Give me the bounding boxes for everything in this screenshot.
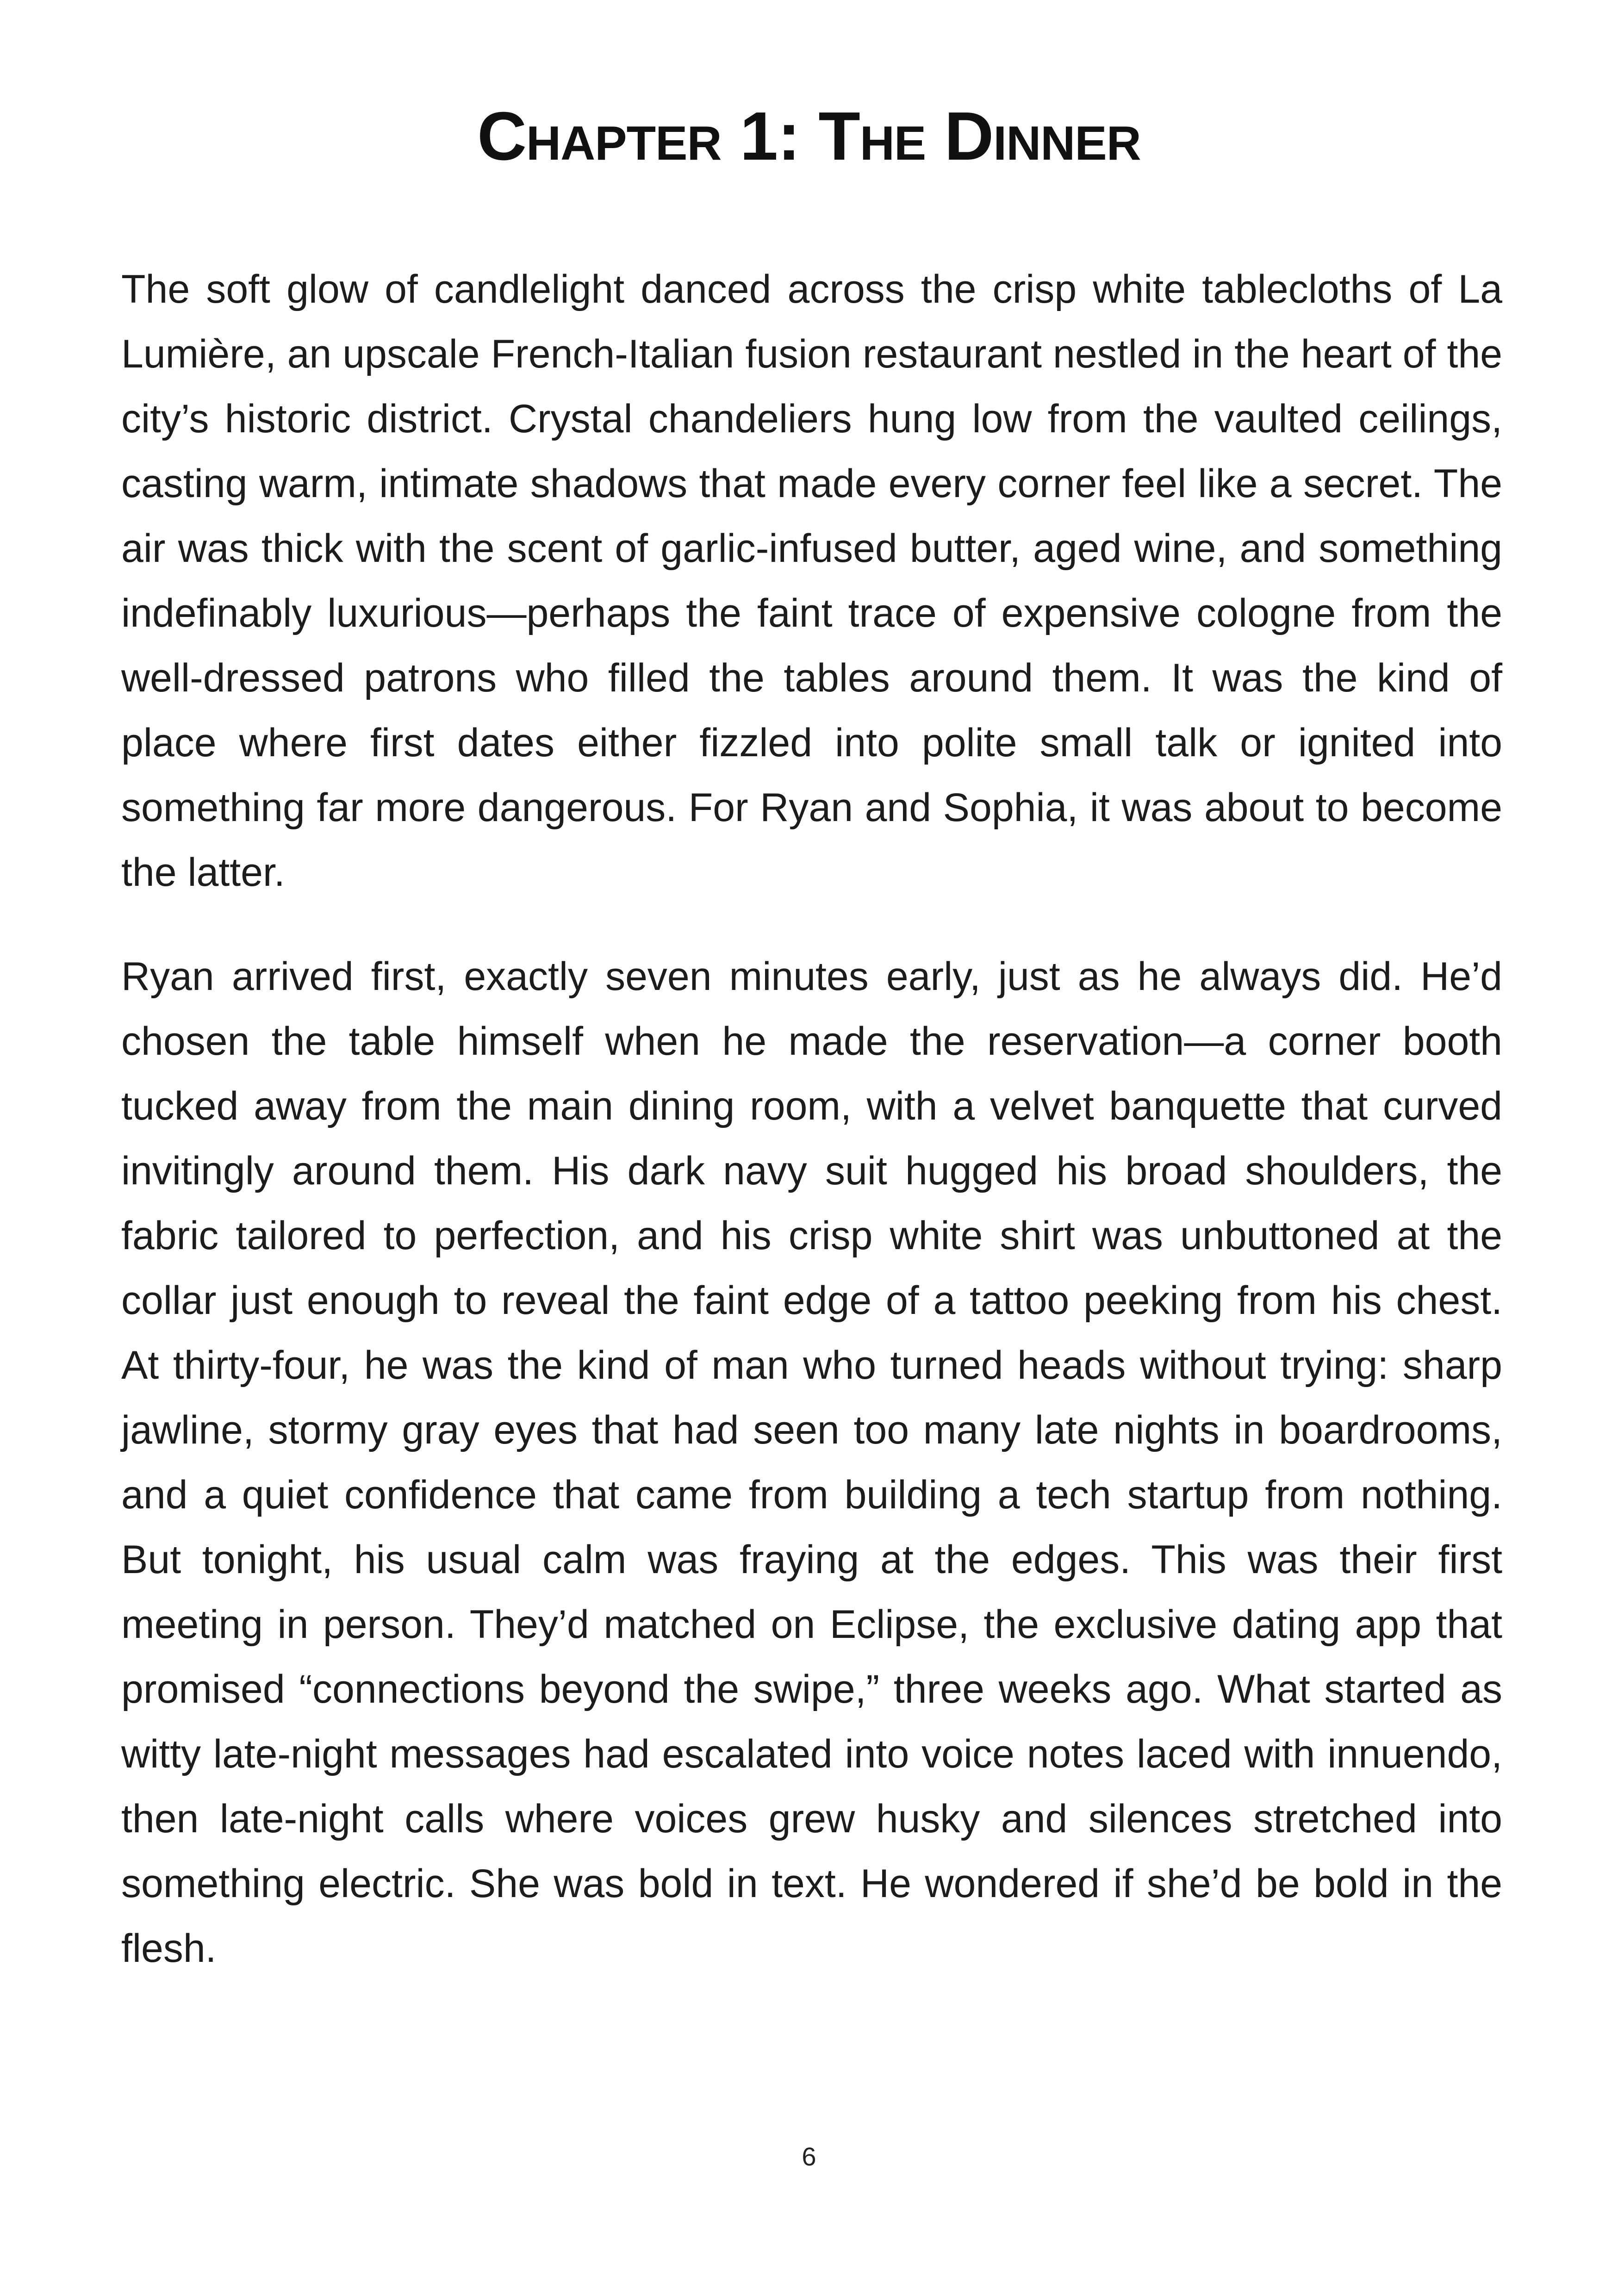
- chapter-title: Chapter 1: The Dinner: [477, 98, 1141, 174]
- paragraph-1: The soft glow of candlelight danced across the crisp white tablecloths of La Lumière, an upscale French-Italian fusion restaurant nestled in the heart of the city’s historic district. Crystal chandeliers hung low from the vaulted ceilings, casting warm, intimate shadows that made every corner feel like a secret. The air was thick with the scent of garlic-infused butter, aged wine, and something indefinably luxurious—perhaps the faint trace of expensive cologne from the well-dressed patrons who filled the tables around them. It was the kind of place where first dates either fizzled into polite small talk or ignited into something far more dangerous. For Ryan and Sophia, it was about to become the latter.: [121, 267, 1502, 895]
- paragraph-2: Ryan arrived first, exactly seven minutes early, just as he always did. He’d chosen the table himself when he made the reservation—a corner booth tucked away from the main dining room, with a velvet banquette that curved invitingly around them. His dark navy suit hugged his broad shoulders, the fabric tailored to perfection, and his crisp white shirt was unbuttoned at the collar just enough to reveal the faint edge of a tattoo peeking from his chest. At thirty-four, he was the kind of man who turned heads without trying: sharp jawline, stormy gray eyes that had seen too many late nights in boardrooms, and a quiet confidence that came from building a tech startup from nothing. But tonight, his usual calm was fraying at the edges. This was their first meeting in person. They’d matched on Eclipse, the exclusive dating app that promised “connections beyond the swipe,” three weeks ago. What started as witty late-night messages had escalated into voice notes laced with innuendo, then late-night calls where voices grew husky and silences stretched into something electric. She was bold in text. He wondered if she’d be bold in the flesh.: [121, 954, 1502, 1971]
- page-number: 6: [802, 2142, 816, 2171]
- chapter-body: [121, 257, 1502, 2020]
